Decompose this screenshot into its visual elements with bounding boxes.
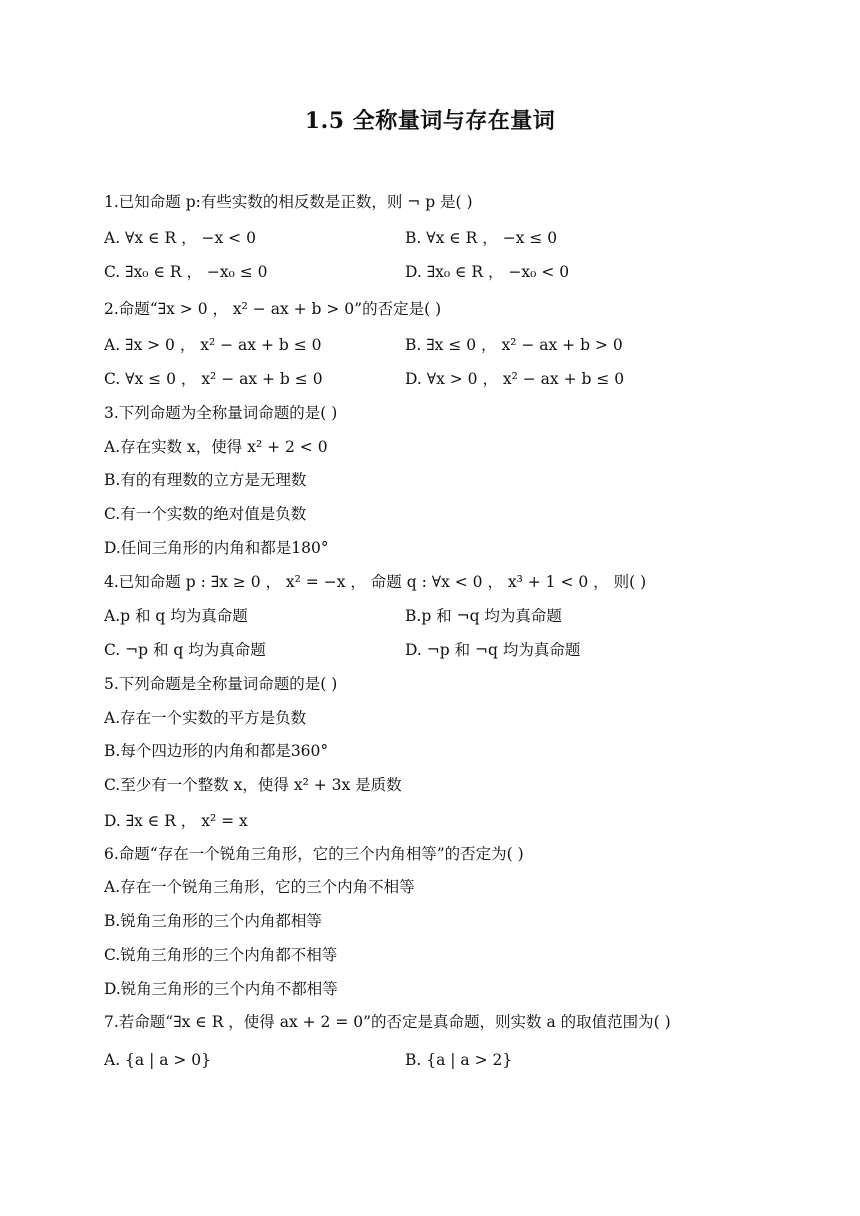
question-1-option-c: C. ∃x₀ ∈ R ， −x₀ ≤ 0 [104, 263, 268, 281]
question-4-stem: 4.已知命题 p : ∃x ≥ 0 ， x² = −x ， 命题 q : ∀x < 0 ， x³ + 1 < 0 ， 则( ) [104, 573, 647, 591]
question-1-option-a: A. ∀x ∈ R ， −x < 0 [104, 229, 256, 247]
question-2-option-a: A. ∃x > 0 ， x² − ax + b ≤ 0 [104, 336, 322, 354]
question-7-stem: 7.若命题“∃x ∈ R ，使得 ax + 2 = 0”的否定是真命题，则实数 a 的取值范围为( ) [104, 1013, 671, 1031]
question-5-option-b: B.每个四边形的内角和都是360° [104, 742, 329, 760]
question-4-option-d: D. ¬p 和 ¬q 均为真命题 [405, 641, 581, 659]
question-6-option-c: C.锐角三角形的三个内角都不相等 [104, 946, 338, 964]
question-2-option-c: C. ∀x ≤ 0 ， x² − ax + b ≤ 0 [104, 370, 323, 388]
question-3-option-a: A.存在实数 x，使得 x² + 2 < 0 [104, 438, 328, 456]
question-7-option-a: A. {a | a > 0} [104, 1051, 212, 1069]
question-4-option-c: C. ¬p 和 q 均为真命题 [104, 641, 266, 659]
question-2-stem: 2.命题“∃x > 0 ， x² − ax + b > 0”的否定是( ) [104, 300, 442, 318]
question-5-stem: 5.下列命题是全称量词命题的是( ) [104, 675, 338, 693]
question-1-option-b: B. ∀x ∈ R ， −x ≤ 0 [405, 229, 558, 247]
question-3-option-c: C.有一个实数的绝对值是负数 [104, 505, 307, 523]
question-3-option-d: D.任间三角形的内角和都是180° [104, 539, 329, 557]
question-6-option-a: A.存在一个锐角三角形，它的三个内角不相等 [104, 878, 415, 896]
question-5-option-a: A.存在一个实数的平方是负数 [104, 709, 307, 727]
question-6-option-d: D.锐角三角形的三个内角不都相等 [104, 980, 338, 998]
question-3-option-b: B.有的有理数的立方是无理数 [104, 471, 307, 489]
question-5-option-c: C.至少有一个整数 x，使得 x² + 3x 是质数 [104, 776, 402, 794]
question-4-option-a: A.p 和 q 均为真命题 [104, 607, 248, 625]
question-6-stem: 6.命题“存在一个锐角三角形，它的三个内角相等”的否定为( ) [104, 845, 524, 863]
question-1-option-d: D. ∃x₀ ∈ R ， −x₀ < 0 [405, 263, 570, 281]
question-2-option-d: D. ∀x > 0 ， x² − ax + b ≤ 0 [405, 370, 625, 388]
question-2-option-b: B. ∃x ≤ 0 ， x² − ax + b > 0 [405, 336, 623, 354]
page-title: 1.5 全称量词与存在量词 [304, 108, 556, 134]
question-3-stem: 3.下列命题为全称量词命题的是( ) [104, 404, 338, 422]
question-4-option-b: B.p 和 ¬q 均为真命题 [405, 607, 562, 625]
question-7-option-b: B. {a | a > 2} [405, 1051, 513, 1069]
question-6-option-b: B.锐角三角形的三个内角都相等 [104, 912, 322, 930]
question-5-option-d: D. ∃x ∈ R ， x² = x [104, 812, 248, 830]
question-1-stem: 1.已知命题 p:有些实数的相反数是正数，则 ¬ p 是( ) [104, 193, 473, 211]
